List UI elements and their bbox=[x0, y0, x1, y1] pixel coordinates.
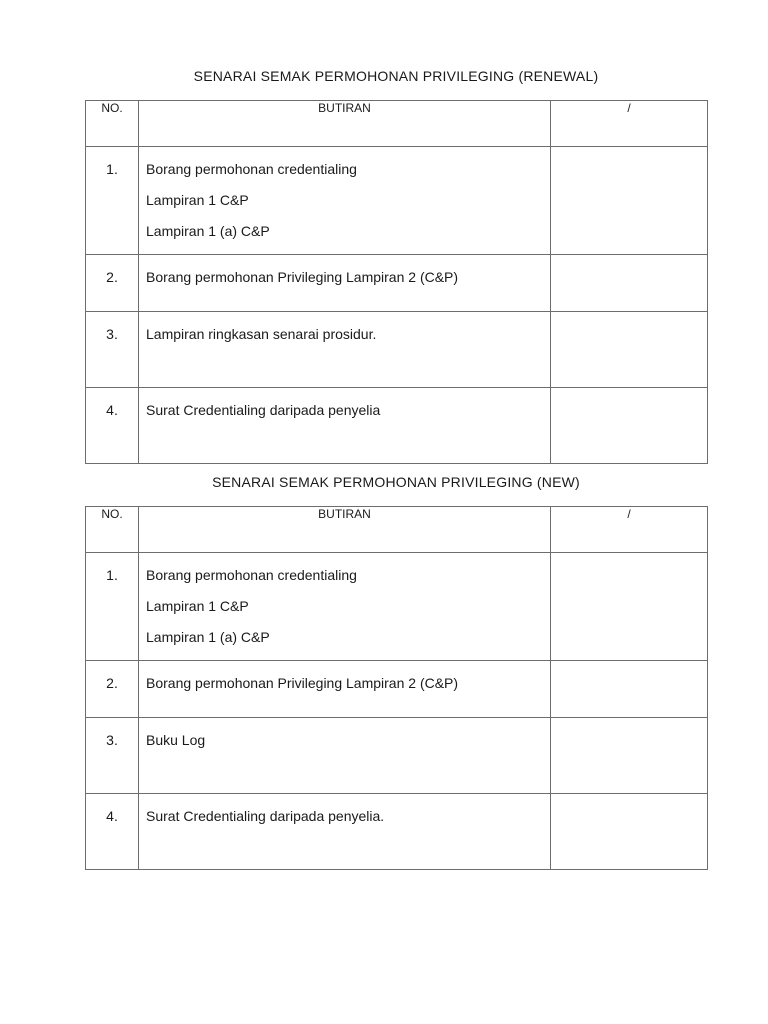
row-item bbox=[139, 794, 551, 870]
table-header-row bbox=[86, 507, 708, 553]
item-line: Surat Credentialing daripada penyelia bbox=[146, 402, 381, 418]
row-number: 3. bbox=[86, 312, 139, 388]
table-row bbox=[86, 661, 708, 718]
header-butiran: BUTIRAN bbox=[139, 507, 551, 553]
checklist-section-renewal bbox=[85, 66, 707, 464]
item-line: Lampiran 1 C&P bbox=[146, 192, 249, 208]
section-title: SENARAI SEMAK PERMOHONAN PRIVILEGING (NEW) bbox=[212, 474, 580, 490]
row-item bbox=[139, 388, 551, 464]
item-line: Lampiran ringkasan senarai prosidur. bbox=[146, 326, 377, 342]
checklist-table bbox=[85, 100, 708, 464]
item-line: Borang permohonan credentialing bbox=[146, 161, 357, 177]
header-check: / bbox=[551, 101, 708, 147]
row-item bbox=[139, 661, 551, 718]
item-line: Lampiran 1 (a) C&P bbox=[146, 629, 270, 645]
item-line: Buku Log bbox=[146, 732, 206, 748]
row-item bbox=[139, 147, 551, 255]
row-number: 4. bbox=[86, 794, 139, 870]
item-line: Borang permohonan credentialing bbox=[146, 567, 357, 583]
header-check: / bbox=[551, 507, 708, 553]
row-item bbox=[139, 255, 551, 312]
table-row bbox=[86, 147, 708, 255]
table-row bbox=[86, 794, 708, 870]
row-item bbox=[139, 312, 551, 388]
table-row bbox=[86, 388, 708, 464]
item-line: Surat Credentialing daripada penyelia. bbox=[146, 808, 385, 824]
row-number: 2. bbox=[86, 661, 139, 718]
checklist-section-new bbox=[85, 472, 707, 870]
row-item bbox=[139, 553, 551, 661]
table-row bbox=[86, 312, 708, 388]
check-cell[interactable] bbox=[551, 794, 708, 870]
check-cell[interactable] bbox=[551, 388, 708, 464]
row-number: 4. bbox=[86, 388, 139, 464]
table-row bbox=[86, 553, 708, 661]
section-title: SENARAI SEMAK PERMOHONAN PRIVILEGING (RENEWAL) bbox=[193, 68, 599, 84]
check-cell[interactable] bbox=[551, 255, 708, 312]
check-cell[interactable] bbox=[551, 553, 708, 661]
row-number: 1. bbox=[86, 553, 139, 661]
checklist-table bbox=[85, 506, 708, 870]
header-butiran: BUTIRAN bbox=[139, 101, 551, 147]
table-row bbox=[86, 718, 708, 794]
header-no: NO. bbox=[86, 507, 139, 553]
row-number: 1. bbox=[86, 147, 139, 255]
check-cell[interactable] bbox=[551, 661, 708, 718]
item-line: Lampiran 1 (a) C&P bbox=[146, 223, 270, 239]
check-cell[interactable] bbox=[551, 718, 708, 794]
item-line: Borang permohonan Privileging Lampiran 2 (C&P) bbox=[146, 675, 459, 691]
check-cell[interactable] bbox=[551, 312, 708, 388]
check-cell[interactable] bbox=[551, 147, 708, 255]
row-item bbox=[139, 718, 551, 794]
table-header-row bbox=[86, 101, 708, 147]
row-number: 2. bbox=[86, 255, 139, 312]
header-no: NO. bbox=[86, 101, 139, 147]
item-line: Borang permohonan Privileging Lampiran 2 (C&P) bbox=[146, 269, 459, 285]
table-row bbox=[86, 255, 708, 312]
item-line: Lampiran 1 C&P bbox=[146, 598, 249, 614]
row-number: 3. bbox=[86, 718, 139, 794]
